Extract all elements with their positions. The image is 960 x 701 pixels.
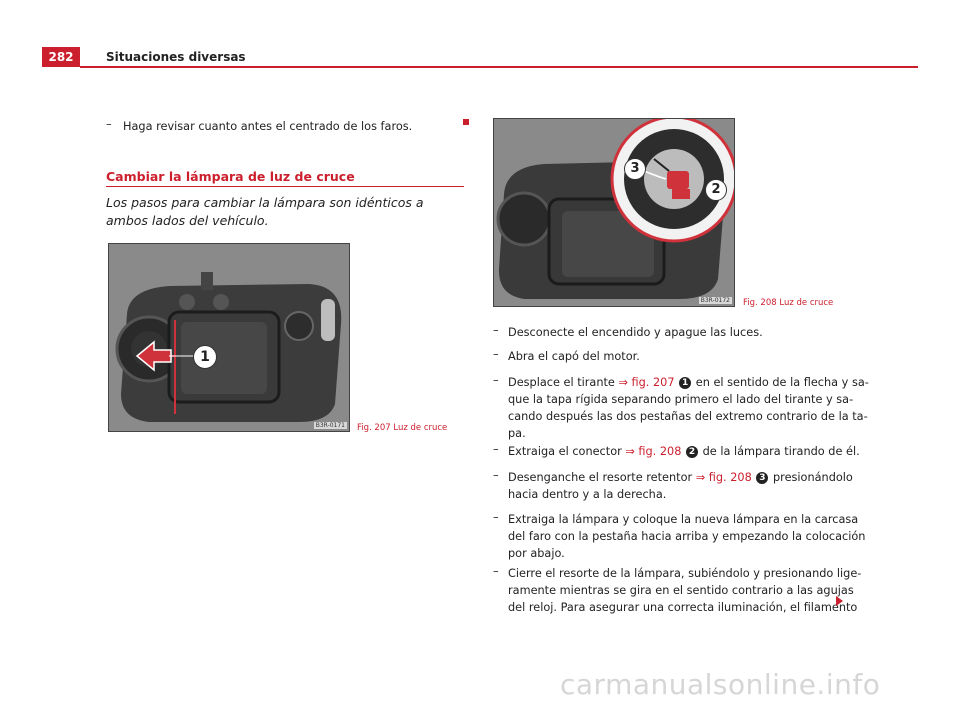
step-4: Extraiga el conector ⇒ fig. 208 2 de la lámpara tirando de él.	[508, 445, 860, 458]
callout-badge: 2	[686, 446, 698, 458]
dash: –	[493, 348, 499, 361]
step-1: Desconecte el encendido y apague las luces.	[508, 326, 763, 339]
figure-207	[108, 243, 350, 432]
continue-arrow-icon	[836, 596, 843, 606]
figure-link[interactable]: ⇒ fig. 208	[695, 471, 752, 484]
dash: –	[493, 511, 499, 524]
dash: –	[493, 374, 499, 387]
callout-1: 1	[193, 345, 217, 369]
dash: –	[493, 324, 499, 337]
header-rule	[80, 66, 918, 68]
step-6: Extraiga la lámpara y coloque la nueva lámpara en la carcasa del faro con la pestaña hacia arriba y empezando la colocación por abajo.	[508, 513, 866, 560]
figure-code: B3R-0171	[315, 422, 345, 429]
section-intro: Los pasos para cambiar la lámpara son idénticos a ambos lados del vehículo.	[106, 195, 424, 228]
headlamp-photo-208	[494, 119, 734, 306]
dash: –	[493, 469, 499, 482]
callout-badge: 3	[756, 472, 768, 484]
step-2: Abra el capó del motor.	[508, 350, 640, 363]
step-5: Desenganche el resorte retentor ⇒ fig. 208 3 presionándolo hacia dentro y a la derecha.	[508, 471, 853, 501]
figure-208	[493, 118, 735, 307]
figure-code: B3R-0172	[700, 297, 730, 304]
figure-caption: Fig. 207 Luz de cruce	[357, 423, 448, 433]
header-title: Situaciones diversas	[106, 50, 246, 64]
callout-3: 3	[624, 158, 646, 180]
headlamp-photo-207	[109, 244, 349, 431]
end-marker	[463, 119, 469, 125]
page-number: 282	[42, 47, 80, 67]
intro-item: Haga revisar cuanto antes el centrado de los faros.	[123, 120, 413, 133]
watermark: carmanualsonline.info	[560, 668, 881, 701]
step-3: Desplace el tirante ⇒ fig. 207 1 en el sentido de la flecha y sa- que la tapa rígida separando primero el lado del tirante y sa- cando después las dos pestañas del extremo contrario de la ta- pa.	[508, 376, 869, 440]
dash: –	[493, 443, 499, 456]
step-7: Cierre el resorte de la lámpara, subiéndolo y presionando lige- ramente mientras se gira en el sentido contrario a las agujas del reloj. Para asegurar una correcta iluminación, el filamento	[508, 567, 862, 614]
dash: –	[106, 118, 112, 131]
figure-link[interactable]: ⇒ fig. 207	[618, 376, 675, 389]
figure-link[interactable]: ⇒ fig. 208	[625, 445, 682, 458]
figure-caption: Fig. 208 Luz de cruce	[743, 298, 834, 308]
section-title: Cambiar la lámpara de luz de cruce	[106, 169, 355, 184]
callout-2: 2	[705, 179, 727, 201]
callout-badge: 1	[679, 377, 691, 389]
dash: –	[493, 565, 499, 578]
section-rule	[106, 186, 464, 187]
